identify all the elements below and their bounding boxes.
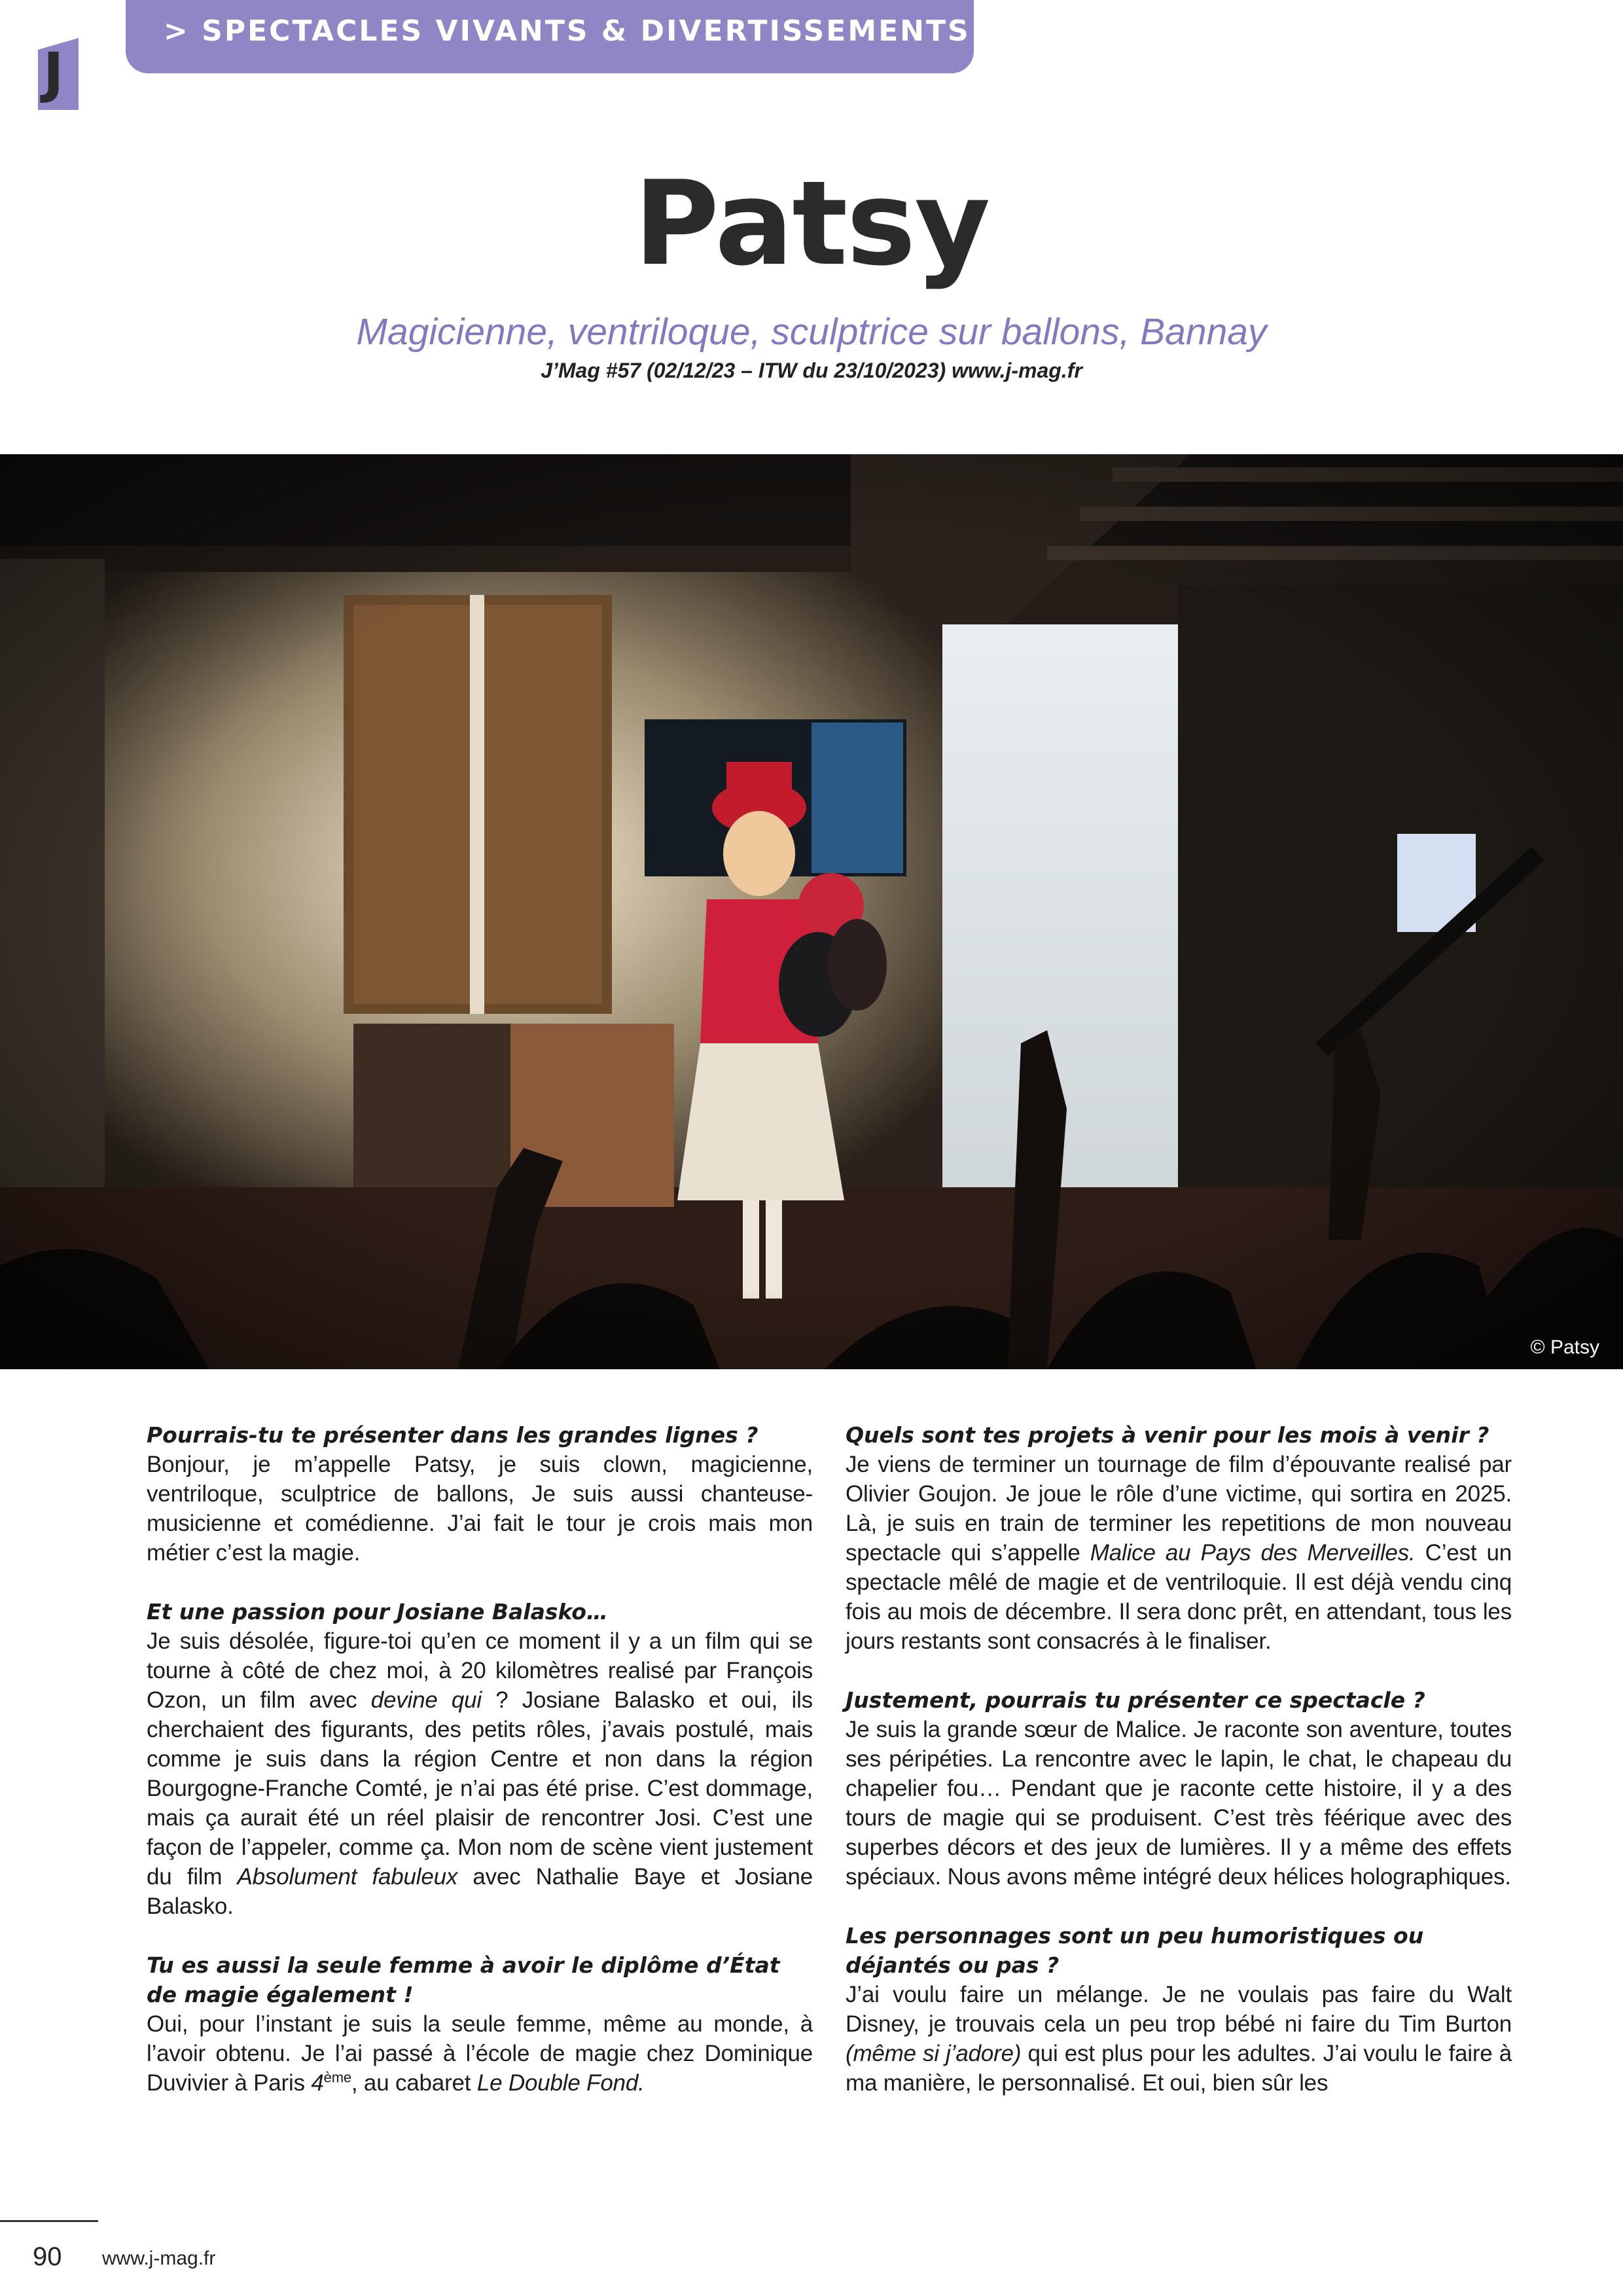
arrondissement: 4 <box>311 2070 324 2096</box>
answer-2 <box>147 1626 813 1921</box>
answer-3 <box>147 2009 813 2098</box>
answer-4-text: C’est un spectacle mêlé de magie et de ventriloquie. Il est déjà vendu cinq fois au mois de décembre. Il sera donc prêt, en attendant, tous les jours restants sont consacrés à le finaliser. <box>846 1540 1512 1654</box>
answer-4 <box>846 1450 1512 1656</box>
answer-2-text: Je suis désolée, figure-toi qu’en ce moment il y a un film qui se tourne à côté de chez moi, à 20 kilomètres realisé par François Ozon, un film avec <box>147 1628 813 1713</box>
answer-2-text: ? Josiane Balasko et oui, ils cherchaient des figurants, des petits rôles, j’avais postulé, mais comme je suis dans la région Centre et non dans la région Bourgogne-Franche Comté, je n’ai pas été prise. C’est dommage, mais ça aurait été un réel plaisir de rencontrer Josi. C’est une façon de l’appeler, comme ça. Mon nom de scène vient justement du film <box>147 1687 813 1890</box>
question-1: Pourrais-tu te présenter dans les grandes lignes ? <box>147 1422 758 1448</box>
answer-2-text: avec Nathalie Baye et Josiane Balasko. <box>147 1864 813 1919</box>
arrondissement-suffix: ème <box>323 2069 351 2086</box>
page-number: 90 <box>33 2242 62 2271</box>
question-3: Tu es aussi la seule femme à avoir le diplôme d’État de magie également ! <box>147 1952 780 2007</box>
article-subtitle: Magicienne, ventriloque, sculptrice sur ballons, Bannay <box>356 311 1267 353</box>
answer-6-text: qui est plus pour les adultes. J’ai voulu le faire à ma manière, le personnalisé. Et oui, bien sûr les <box>846 2041 1512 2096</box>
footer-url: www.j-mag.fr <box>102 2248 216 2269</box>
answer-5: Je suis la grande sœur de Malice. Je raconte son aventure, toutes ses péripéties. La rencontre avec le lapin, le chat, le chapeau du chapelier fou… Pendant que je raconte cette histoire, il y a des tours de magie qui se produisent. C’est très féérique avec des superbes décors et des jeux de lumières. Il y a même des effets spéciaux. Nous avons même intégré deux hélices holographiques. <box>846 1717 1512 1890</box>
film-title: Absolument fabuleux <box>237 1864 458 1890</box>
answer-6 <box>846 1980 1512 2098</box>
answer-3-text: Oui, pour l’instant je suis la seule femme, même au monde, à l’avoir obtenu. Je l’ai passé à l’école de magie chez Dominique Duvivier à Paris <box>147 2011 813 2096</box>
question-2: Et une passion pour Josiane Balasko… <box>147 1599 608 1624</box>
footer-rule <box>0 2220 98 2222</box>
stage-photo-illustration <box>0 454 1623 1369</box>
stage-photo <box>0 454 1623 1369</box>
question-5: Justement, pourrais tu présenter ce spectacle ? <box>846 1687 1425 1713</box>
j-logo-icon <box>38 38 86 110</box>
cabaret-name: Le Double Fond. <box>476 2070 645 2096</box>
article-title: Patsy <box>633 156 990 291</box>
answer-6-text: J’ai voulu faire un mélange. Je ne voulais pas faire du Walt Disney, je trouvais cela un peu trop bébé ni faire du Tim Burton <box>846 1982 1512 2037</box>
article-source: J’Mag #57 (02/12/23 – ITW du 23/10/2023) www.j-mag.fr <box>541 359 1082 382</box>
answer-4-text: Je viens de terminer un tournage de film d’épouvante realisé par Olivier Goujon. Je joue le rôle d’une victime, qui sortira en 2025. Là, je suis en train de terminer les repetitions de mon nouveau spectacle qui s’appelle <box>846 1452 1512 1566</box>
question-4: Quels sont tes projets à venir pour les mois à venir ? <box>846 1422 1489 1448</box>
show-title: Malice au Pays des Merveilles. <box>1090 1540 1416 1566</box>
article-column-left <box>147 1420 813 2098</box>
answer-1: Bonjour, je m’appelle Patsy, je suis clown, magicienne, ventriloque, sculptrice de ballons, Je suis aussi chanteuse- musicienne et comédienne. J’ai fait le tour je crois mais mon métier c’est la magie. <box>147 1452 813 1566</box>
question-6: Les personnages sont un peu humoristiques ou déjantés ou pas ? <box>846 1923 1424 1978</box>
answer-6-italic: (même si j’adore) <box>846 2041 1022 2066</box>
answer-2-italic: devine qui <box>370 1687 482 1713</box>
svg-text:J: J <box>43 41 64 105</box>
section-label: > SPECTACLES VIVANTS & DIVERTISSEMENTS <box>164 14 971 48</box>
photo-credit: © Patsy <box>1530 1336 1599 1358</box>
article-column-right <box>846 1420 1512 2098</box>
section-tab <box>126 0 974 73</box>
answer-3-text: , au cabaret <box>351 2070 477 2096</box>
